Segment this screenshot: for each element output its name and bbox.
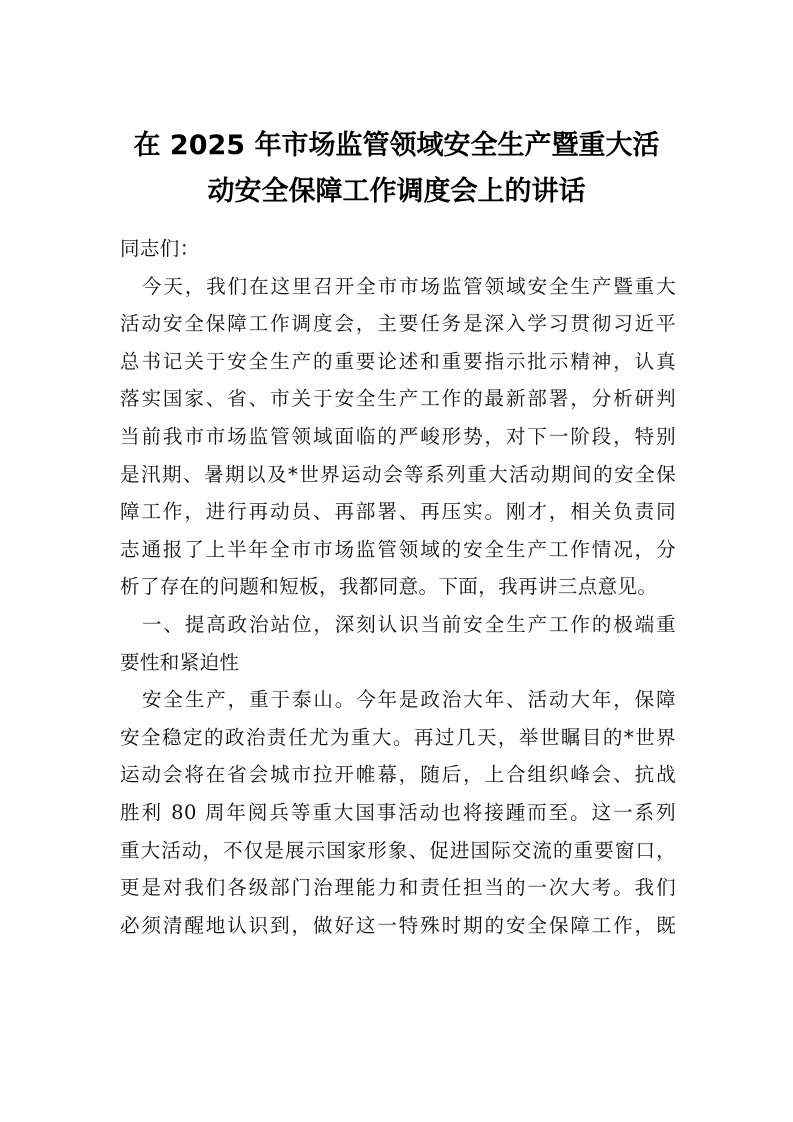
paragraph-line: 落实国家、省、市关于安全生产工作的最新部署，分析研判 (120, 387, 676, 411)
paragraph-line: 总书记关于安全生产的重要论述和重要指示批示精神，认真 (120, 349, 676, 373)
paragraph-line: 安全稳定的政治责任尤为重大。再过几天，举世瞩目的*世界 (120, 725, 676, 749)
paragraph-line: 更是对我们各级部门治理能力和责任担当的一次大考。我们 (120, 876, 676, 900)
salutation: 同志们： (120, 237, 200, 260)
paragraph-line: 是汛期、暑期以及*世界运动会等系列重大活动期间的安全保 (120, 462, 676, 486)
paragraph-line: 障工作，进行再动员、再部署、再压实。刚才，相关负责同 (120, 500, 676, 524)
section-heading-line: 一、提高政治站位，深刻认识当前安全生产工作的极端重 (142, 612, 676, 636)
document-title-line-1: 在 2025 年市场监管领域安全生产暨重大活 (133, 130, 660, 161)
section-heading-line: 要性和紧迫性 (120, 650, 240, 674)
paragraph-line: 胜利 80 周年阅兵等重大国事活动也将接踵而至。这一系列 (120, 800, 676, 824)
paragraph-line: 重大活动，不仅是展示国家形象、促进国际交流的重要窗口， (120, 838, 676, 862)
document-body (120, 230, 676, 944)
paragraph-line: 当前我市市场监管领域面临的严峻形势，对下一阶段，特别 (120, 424, 676, 448)
paragraph-line: 安全生产，重于泰山。今年是政治大年、活动大年，保障 (142, 688, 676, 712)
paragraph-line: 必须清醒地认识到，做好这一特殊时期的安全保障工作，既 (120, 913, 676, 937)
paragraph-line: 运动会将在省会城市拉开帷幕，随后，上合组织峰会、抗战 (120, 763, 676, 787)
paragraph-line: 今天，我们在这里召开全市市场监管领域安全生产暨重大 (142, 274, 676, 298)
paragraph-line: 析了存在的问题和短板，我都同意。下面，我再讲三点意见。 (120, 575, 658, 599)
paragraph-line: 活动安全保障工作调度会，主要任务是深入学习贯彻习近平 (120, 312, 676, 336)
document-title-line-2: 动安全保障工作调度会上的讲话 (207, 176, 586, 207)
paragraph-line: 志通报了上半年全市市场监管领域的安全生产工作情况，分 (120, 537, 676, 561)
